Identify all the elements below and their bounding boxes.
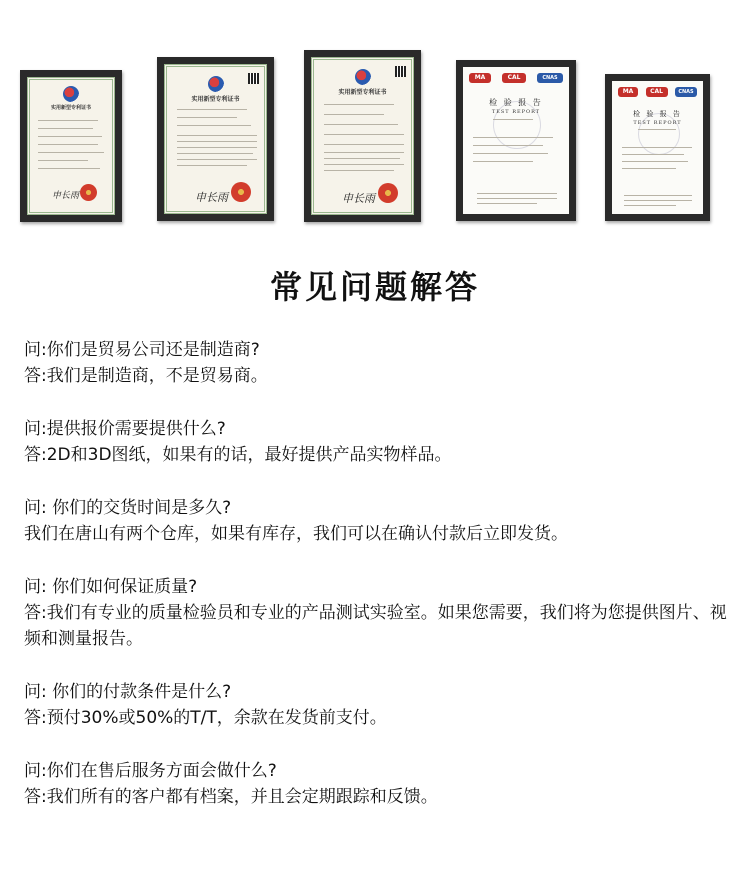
faq-question: 问:提供报价需要提供什么? [24, 419, 226, 439]
certificate-frame-5 [605, 74, 710, 221]
certificate-frame-2 [157, 57, 274, 221]
certificate-signature: 申长雨 [52, 191, 80, 201]
faq-answer: 答:我们有专业的质量检验员和专业的产品测试实验室。如果您需要，我们将为您提供图片、视频和测量报告。 [24, 603, 727, 649]
faq-heading: 常见问题解答 [269, 268, 480, 306]
certificate-title: 实用新型专利证书 [50, 105, 91, 111]
faq-item [24, 574, 736, 652]
cal-badge-icon: CAL [502, 73, 526, 83]
faq-item [24, 337, 736, 389]
national-emblem-seal-icon [80, 184, 97, 201]
faq-list [24, 337, 736, 837]
faq-question: 问:你们是贸易公司还是制造商? [24, 340, 260, 360]
certificate-frame-3 [304, 50, 421, 222]
qr-code-icon [395, 66, 406, 77]
certificate-frame-4 [456, 60, 576, 221]
accreditation-badges [618, 87, 697, 97]
faq-question: 问: 你们的付款条件是什么? [24, 682, 232, 702]
report-subtitle: TEST REPORT [491, 109, 541, 115]
report-title: 检 验 报 告 [633, 110, 682, 118]
ma-badge-icon: MA [618, 87, 638, 97]
qr-code-icon [248, 73, 259, 84]
faq-item [24, 416, 736, 468]
certificate-signature: 申长雨 [342, 192, 375, 205]
certificate-signature: 申长雨 [195, 191, 228, 204]
certificate-frame-1 [20, 70, 122, 222]
cnas-badge-icon: CNAS [537, 73, 563, 83]
ma-badge-icon: MA [469, 73, 491, 83]
report-subtitle: TEST REPORT [633, 120, 682, 126]
patent-office-logo-icon [63, 86, 79, 102]
certificate-title: 实用新型专利证书 [338, 89, 387, 96]
faq-answer: 答:我们所有的客户都有档案，并且会定期跟踪和反馈。 [24, 787, 438, 807]
faq-question: 问:你们在售后服务方面会做什么? [24, 761, 277, 781]
patent-certificate [164, 64, 267, 214]
patent-certificate [27, 77, 115, 215]
patent-office-logo-icon [355, 69, 371, 85]
patent-office-logo-icon [208, 76, 224, 92]
faq-answer: 答:2D和3D图纸，如果有的话，最好提供产品实物样品。 [24, 445, 452, 465]
certificate-title: 实用新型专利证书 [191, 96, 240, 103]
faq-question: 问: 你们的交货时间是多久? [24, 498, 232, 518]
faq-item [24, 495, 736, 547]
national-emblem-seal-icon [378, 183, 398, 203]
faq-answer: 我们在唐山有两个仓库，如果有库存，我们可以在确认付款后立即发货。 [24, 524, 568, 544]
accreditation-badges [469, 73, 563, 83]
faq-item [24, 758, 736, 810]
test-report [463, 67, 569, 214]
faq-question: 问: 你们如何保证质量? [24, 577, 198, 597]
faq-answer: 答:我们是制造商，不是贸易商。 [24, 366, 268, 386]
faq-item [24, 679, 736, 731]
patent-certificate [311, 57, 414, 215]
report-title: 检 验 报 告 [489, 98, 543, 107]
cal-badge-icon: CAL [646, 87, 668, 97]
test-report [612, 81, 703, 214]
faq-answer: 答:预付30%或50%的T/T，余款在发货前支付。 [24, 708, 387, 728]
national-emblem-seal-icon [231, 182, 251, 202]
cnas-badge-icon: CNAS [675, 87, 697, 97]
